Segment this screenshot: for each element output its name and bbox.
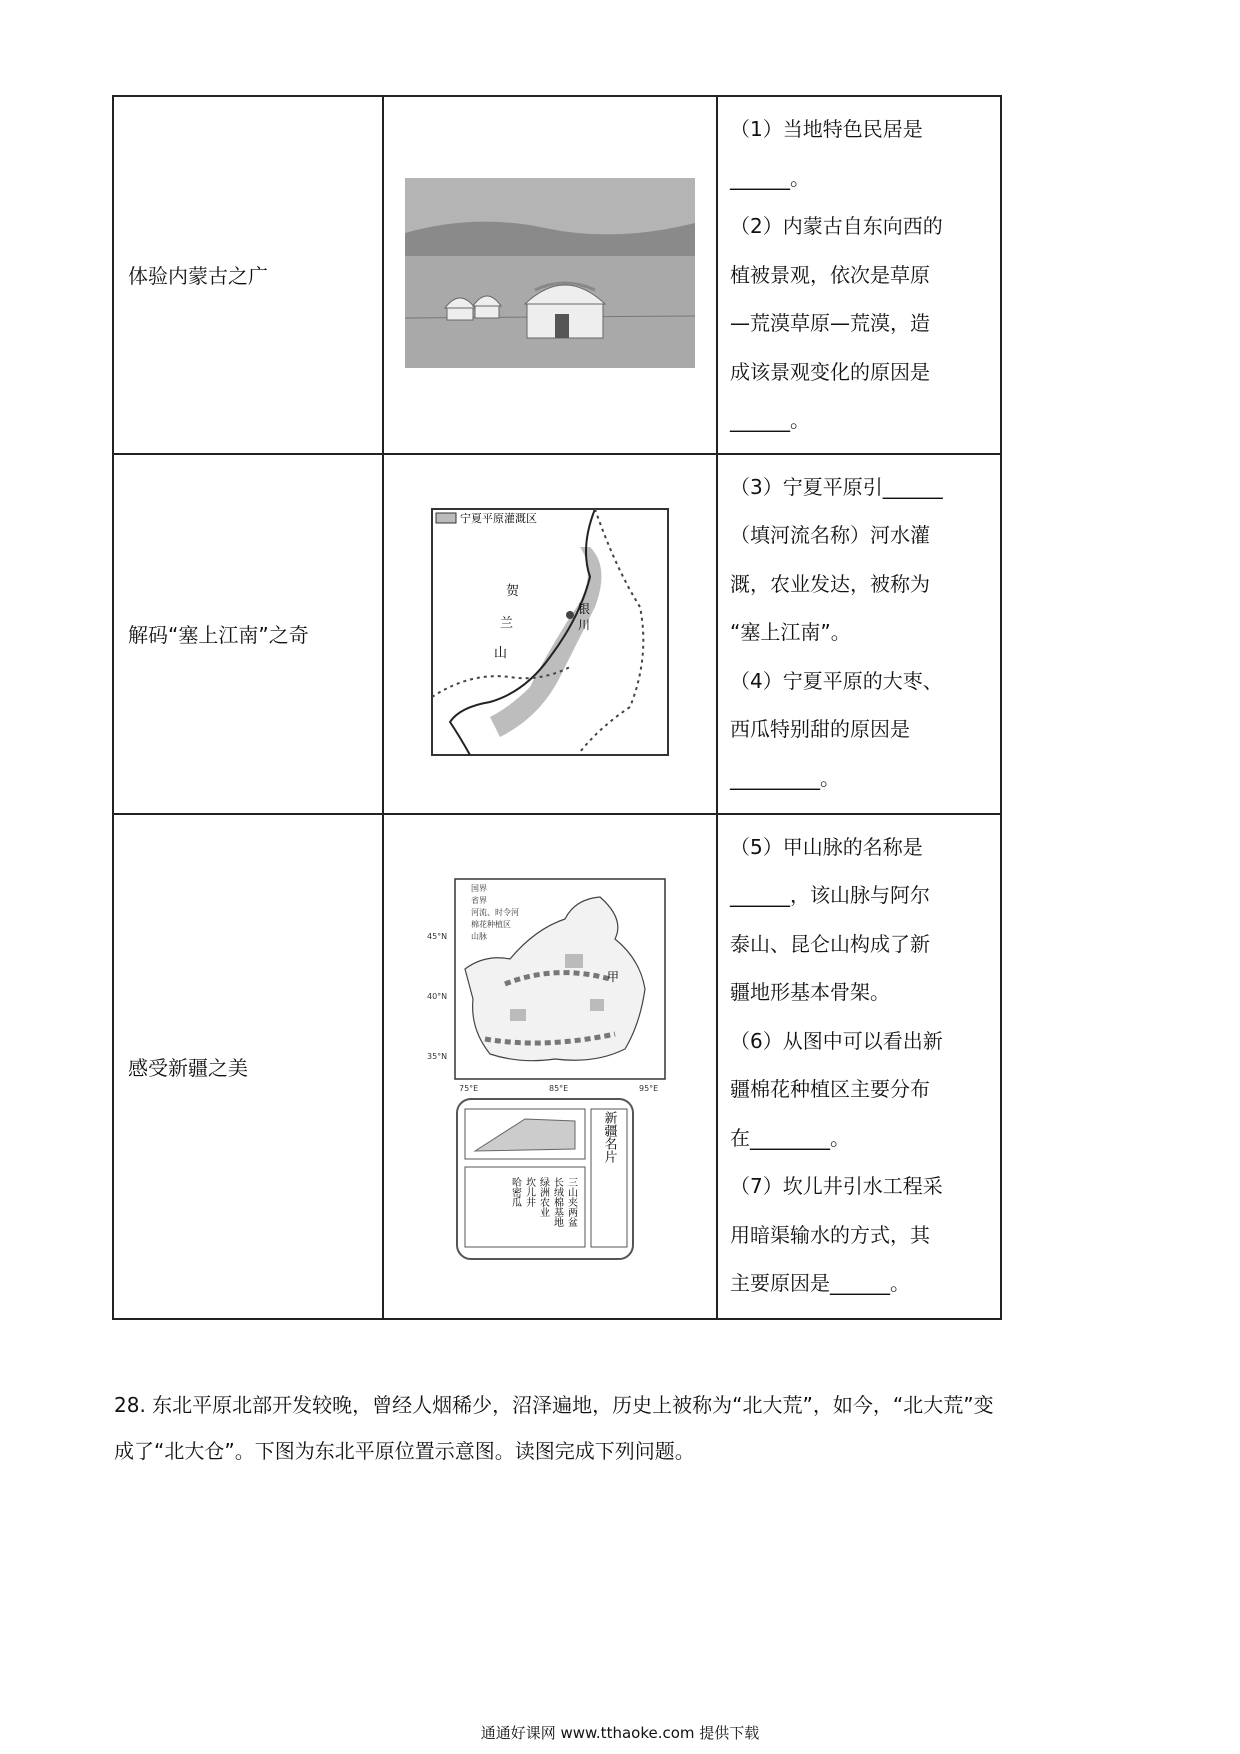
text-line: ______，该山脉与阿尔 xyxy=(730,883,930,907)
text-line: （1）当地特色民居是 xyxy=(730,117,923,141)
map-legend-item: 山脉 xyxy=(471,932,487,941)
text-line: （6）从图中可以看出新 xyxy=(730,1028,943,1053)
map-label: 川 xyxy=(578,617,591,632)
text-line: （7）坎儿井引水工程采 xyxy=(730,1174,943,1198)
row-label: 感受新疆之美 xyxy=(113,814,383,1319)
text-line: “塞上江南”。 xyxy=(730,620,851,644)
ningxia-map-image xyxy=(430,507,670,757)
latitude-label: 35°N xyxy=(427,1052,448,1061)
answer-blank: _________。 xyxy=(730,765,840,790)
table-row xyxy=(113,454,1001,814)
map-label: 贺 xyxy=(506,583,520,599)
table-row xyxy=(113,814,1001,1319)
map-legend-item: 国界 xyxy=(471,884,487,893)
questions-1-2 xyxy=(717,96,1001,454)
text-line: 成该景观变化的原因是 xyxy=(730,359,930,384)
text-line: （5）甲山脉的名称是 xyxy=(730,834,923,859)
card-title: 新疆名片 xyxy=(601,1111,617,1163)
grassland-yurt-image xyxy=(405,178,695,368)
question-table xyxy=(112,95,1002,1320)
card-text: 绿洲农业 xyxy=(537,1177,549,1217)
text-line: 西瓜特别甜的原因是 xyxy=(730,717,910,741)
question-28-line-2: 成了“北大仓”。下图为东北平原位置示意图。读图完成下列问题。 xyxy=(114,1439,695,1463)
row-label: 解码“塞上江南”之奇 xyxy=(113,454,383,814)
longitude-label: 95°E xyxy=(639,1084,659,1093)
ningxia-map xyxy=(383,454,717,814)
map-legend-item: 棉花种植区 xyxy=(471,920,511,929)
row-label: 体验内蒙古之广 xyxy=(113,96,383,454)
page-footer: 通通好课网 www.tthaoke.com 提供下载 xyxy=(480,1724,760,1742)
text-line: 疆地形基本骨架。 xyxy=(730,980,890,1004)
text-line: 溉，农业发达，被称为 xyxy=(730,571,930,596)
longitude-label: 75°E xyxy=(459,1084,479,1093)
map-label: 兰 xyxy=(500,615,514,631)
table-row xyxy=(113,96,1001,454)
map-label: 银 xyxy=(578,601,591,616)
questions-5-7 xyxy=(717,814,1001,1319)
question-28-line-1: 28. 东北平原北部开发较晚，曾经人烟稀少，沼泽遍地，历史上被称为“北大荒”，如今，“北大荒”变 xyxy=(114,1393,994,1417)
xinjiang-maps xyxy=(383,814,717,1319)
text-line: —荒漠草原—荒漠，造 xyxy=(730,311,930,335)
xinjiang-map-image xyxy=(425,859,675,1269)
text-line: （3）宁夏平原引______ xyxy=(730,474,943,499)
mountain-label: 甲 xyxy=(607,970,620,984)
map-legend-item: 省界 xyxy=(471,896,487,905)
text-line: 用暗渠输水的方式，其 xyxy=(730,1222,930,1247)
text-line: 疆棉花种植区主要分布 xyxy=(730,1077,930,1101)
map-legend-item: 河流、时令河 xyxy=(471,908,519,917)
answer-blank: ______。 xyxy=(730,165,810,190)
card-text: 三山夹两盆 xyxy=(565,1177,577,1227)
map-label: 山 xyxy=(494,645,508,661)
yurt-photo xyxy=(383,96,717,454)
text-line: 泰山、昆仑山构成了新 xyxy=(730,931,930,956)
card-text: 坎儿井 xyxy=(523,1177,535,1207)
text-line: （4）宁夏平原的大枣、 xyxy=(730,668,943,693)
text-line: 在________。 xyxy=(730,1125,850,1150)
answer-blank: ______。 xyxy=(730,408,810,432)
text-line: （2）内蒙古自东向西的 xyxy=(730,214,943,238)
map-legend: 宁夏平原灌溉区 xyxy=(460,511,537,525)
card-text: 长绒棉基地 xyxy=(551,1177,563,1227)
text-line: （填河流名称）河水灌 xyxy=(730,523,930,547)
questions-3-4 xyxy=(717,454,1001,814)
longitude-label: 85°E xyxy=(549,1084,569,1093)
latitude-label: 40°N xyxy=(427,992,448,1001)
text-line: 植被景观，依次是草原 xyxy=(730,262,930,287)
text-line: 主要原因是______。 xyxy=(730,1271,910,1295)
latitude-label: 45°N xyxy=(427,932,448,941)
card-text: 哈密瓜 xyxy=(509,1177,521,1207)
